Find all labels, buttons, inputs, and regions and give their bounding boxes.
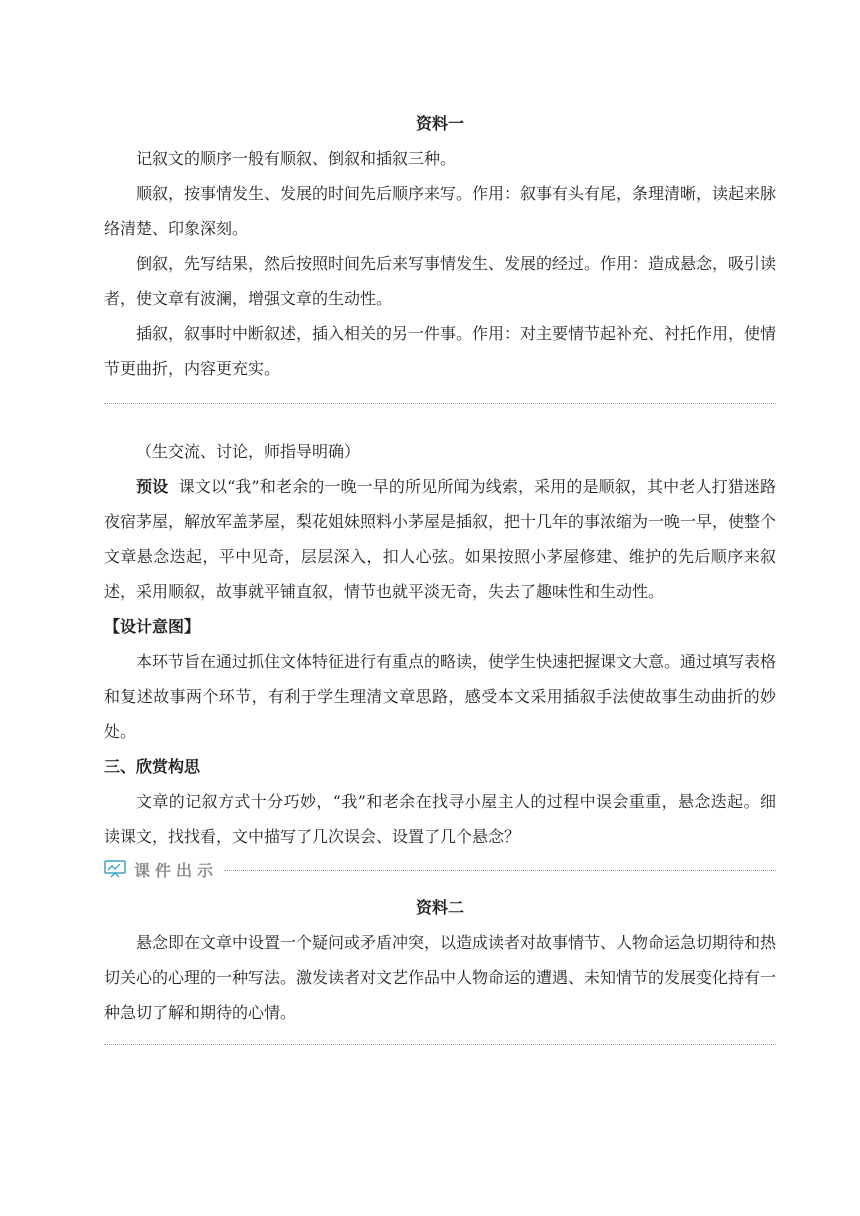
- design-intent-text: 本环节旨在通过抓住文体特征进行有重点的略读，使学生快速把握课文大意。通过填写表格和复述故事两个环节，有利于学生理清文章思路，感受本文采用插叙手法使故事生动曲折的妙处。: [104, 652, 777, 741]
- material-2-title: 资料二: [415, 898, 464, 917]
- suspense-paragraph: 悬念即在文章中设置一个疑问或矛盾冲突，以造成读者对故事情节、人物命运急切期待和热切关心的心理的一种写法。激发读者对文艺作品中人物命运的遭遇、未知情节的发展变化持有一种急切了解和期待的心情。: [104, 933, 777, 1022]
- dotted-divider-1: [104, 403, 776, 404]
- courseware-label: 课件出示: [134, 860, 219, 880]
- preset-spacer: [168, 477, 178, 496]
- preset-text: 课文以“我”和老余的一晚一早的所见所闻为线索，采用的是顺叙，其中老人打猎迷路夜宿茅屋，解放军盖茅屋，梨花姐妹照料小茅屋是插叙，把十几年的事浓缩为一晚一早，使整个文章悬念迭起，平中见奇，层层深入，扣人心弦。如果按照小茅屋修建、维护的先后顺序来叙述，采用顺叙，故事就平铺直叙，情节也就平淡无奇，失去了趣味性和生动性。: [104, 477, 777, 601]
- preset-paragraph: [104, 469, 776, 609]
- dotted-divider-2: [104, 1044, 776, 1045]
- presentation-board-icon: [104, 860, 126, 878]
- material-1-title: 资料一: [415, 114, 464, 133]
- courseware-banner: [104, 854, 776, 884]
- design-intent-heading: 【设计意图】: [104, 617, 201, 636]
- banner-dotted-line: [224, 870, 776, 871]
- chaxu-paragraph: 插叙，叙事时中断叙述，插入相关的另一件事。作用：对主要情节起补充、衬托作用，使情节更曲折，内容更充实。: [104, 324, 777, 378]
- preset-label: 预设: [136, 477, 169, 496]
- daoxu-paragraph: 倒叙，先写结果，然后按照时间先后来写事情发生、发展的经过。作用：造成悬念，吸引读者，使文章有波澜，增强文章的生动性。: [104, 254, 777, 308]
- shunxu-paragraph: 顺叙，按事情发生、发展的时间先后顺序来写。作用：叙事有头有尾，条理清晰，读起来脉络清楚、印象深刻。: [104, 184, 777, 238]
- section-3-heading: 三、欣赏构思: [104, 757, 201, 776]
- section-3-text: 文章的记叙方式十分巧妙，“我”和老余在找寻小屋主人的过程中误会重重，悬念迭起。细读课文，找找看，文中描写了几次误会、设置了几个悬念？: [104, 792, 776, 846]
- narrative-order-intro: 记叙文的顺序一般有顺叙、倒叙和插叙三种。: [136, 149, 457, 168]
- discussion-note: （生交流、讨论，师指导明确）: [136, 442, 361, 461]
- page-content: [104, 106, 776, 1045]
